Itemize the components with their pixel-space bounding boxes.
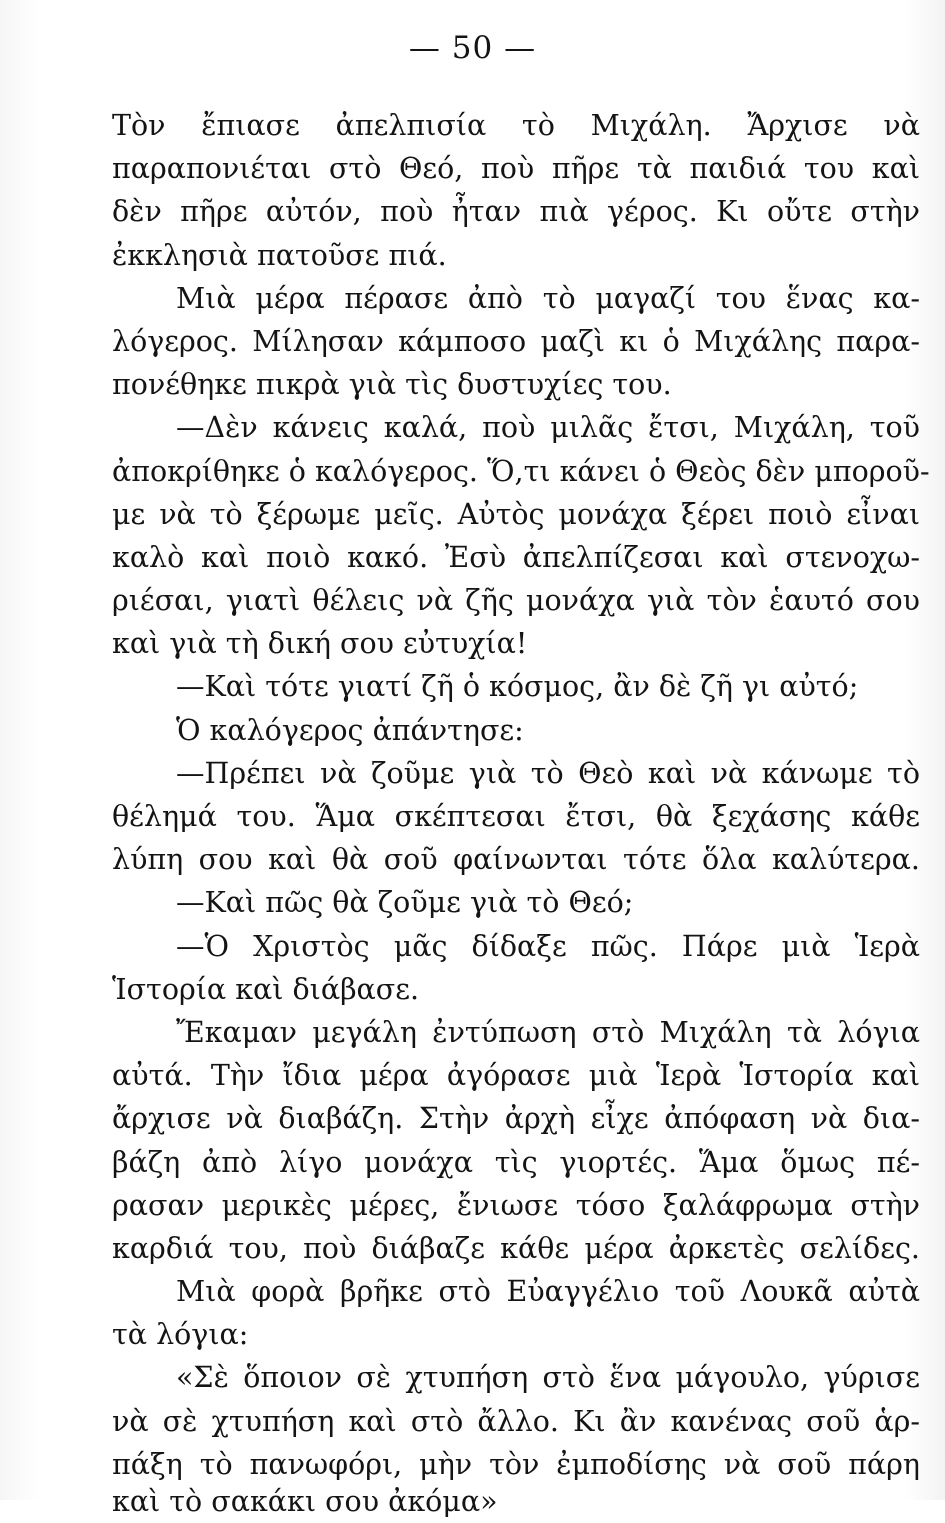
text-line: τὰ λόγια: <box>112 1318 249 1352</box>
text-line: λόγερος. Μίλησαν κάμποσο μαζὶ κι ὁ Μιχάλης παρα- <box>112 324 920 358</box>
body-text <box>112 104 930 1486</box>
text-line-cut-off: καὶ τὸ σακάκι σου ἀκόμα» <box>112 1485 498 1518</box>
text-line: θέλημά του. Ἅμα σκέπτεσαι ἔτσι, θὰ ξεχάσης κάθε <box>112 800 920 833</box>
text-line: «Σὲ ὅποιον σὲ χτυπήση στὸ ἕνα μάγουλο, γύρισε <box>176 1361 920 1395</box>
text-line: καρδιά του, ποὺ διάβαζε κάθε μέρα ἀρκετὲς σελίδες. <box>112 1231 920 1265</box>
text-line: Ἱστορία καὶ διάβασε. <box>112 972 420 1006</box>
text-line: —Καὶ πῶς θὰ ζοῦμε γιὰ τὸ Θεό; <box>176 886 634 920</box>
text-line: δὲν πῆρε αὐτόν, ποὺ ἦταν πιὰ γέρος. Κι οὔτε στὴν <box>112 195 920 229</box>
text-line: βάζη ἀπὸ λίγο μονάχα τὶς γιορτές. Ἅμα ὅμως πέ- <box>112 1145 920 1179</box>
text-line: ἄρχισε νὰ διαβάζη. Στὴν ἀρχὴ εἶχε ἀπόφαση νὰ δια- <box>112 1102 920 1136</box>
text-line: Μιὰ μέρα πέρασε ἀπὸ τὸ μαγαζί του ἕνας κα- <box>176 281 920 315</box>
text-line: —Δὲν κάνεις καλά, ποὺ μιλᾶς ἔτσι, Μιχάλη, τοῦ <box>176 411 920 445</box>
text-line: —Ὁ Χριστὸς μᾶς δίδαξε πῶς. Πάρε μιὰ Ἱερὰ <box>176 929 920 963</box>
text-line: αὐτά. Τὴν ἴδια μέρα ἀγόρασε μιὰ Ἱερὰ Ἱστορία καὶ <box>112 1059 920 1093</box>
text-line: παραπονιέται στὸ Θεό, ποὺ πῆρε τὰ παιδιά του καὶ <box>112 152 920 186</box>
text-line: Τὸν ἔπιασε ἀπελπισία τὸ Μιχάλη. Ἄρχισε νὰ <box>112 109 920 142</box>
text-line: ρασαν μερικὲς μέρες, ἔνιωσε τόσο ξαλάφρωμα στὴν <box>112 1188 920 1222</box>
text-line: καὶ γιὰ τὴ δική σου εὐτυχία! <box>112 627 528 661</box>
text-line: ριέσαι, γιατὶ θέλεις νὰ ζῆς μονάχα γιὰ τὸν ἑαυτό σου <box>112 584 920 618</box>
text-line: πάξη τὸ πανωφόρι, μὴν τὸν ἐμποδίσης νὰ σοῦ πάρη <box>112 1447 920 1481</box>
text-line: ἐκκλησιὰ πατοῦσε πιά. <box>112 238 447 272</box>
text-line: ἀποκρίθηκε ὁ καλόγερος. Ὅ,τι κάνει ὁ Θεὸς δὲν μποροῦ- <box>112 454 930 488</box>
text-line: Ἔκαμαν μεγάλη ἐντύπωση στὸ Μιχάλη τὰ λόγια <box>176 1015 920 1049</box>
text-line: νὰ σὲ χτυπήση καὶ στὸ ἄλλο. Κι ἂν κανένας σοῦ ἁρ- <box>112 1404 920 1438</box>
text-line: λύπη σου καὶ θὰ σοῦ φαίνωνται τότε ὅλα καλύτερα. <box>112 843 920 877</box>
text-line: με νὰ τὸ ξέρωμε μεῖς. Αὐτὸς μονάχα ξέρει ποιὸ εἶναι <box>112 497 920 531</box>
text-line: Μιὰ φορὰ βρῆκε στὸ Εὐαγγέλιο τοῦ Λουκᾶ αὐτὰ <box>176 1275 920 1309</box>
page-number: — 50 — <box>408 30 537 66</box>
text-line: —Καὶ τότε γιατί ζῆ ὁ κόσμος, ἂν δὲ ζῆ γι αὐτό; <box>176 670 859 704</box>
text-line: πονέθηκε πικρὰ γιὰ τὶς δυστυχίες του. <box>112 368 672 402</box>
text-line: καλὸ καὶ ποιὸ κακό. Ἐσὺ ἀπελπίζεσαι καὶ στενοχω- <box>112 540 920 574</box>
text-line: Ὁ καλόγερος ἀπάντησε: <box>176 713 524 747</box>
text-line: —Πρέπει νὰ ζοῦμε γιὰ τὸ Θεὸ καὶ νὰ κάνωμε τὸ <box>176 756 920 790</box>
